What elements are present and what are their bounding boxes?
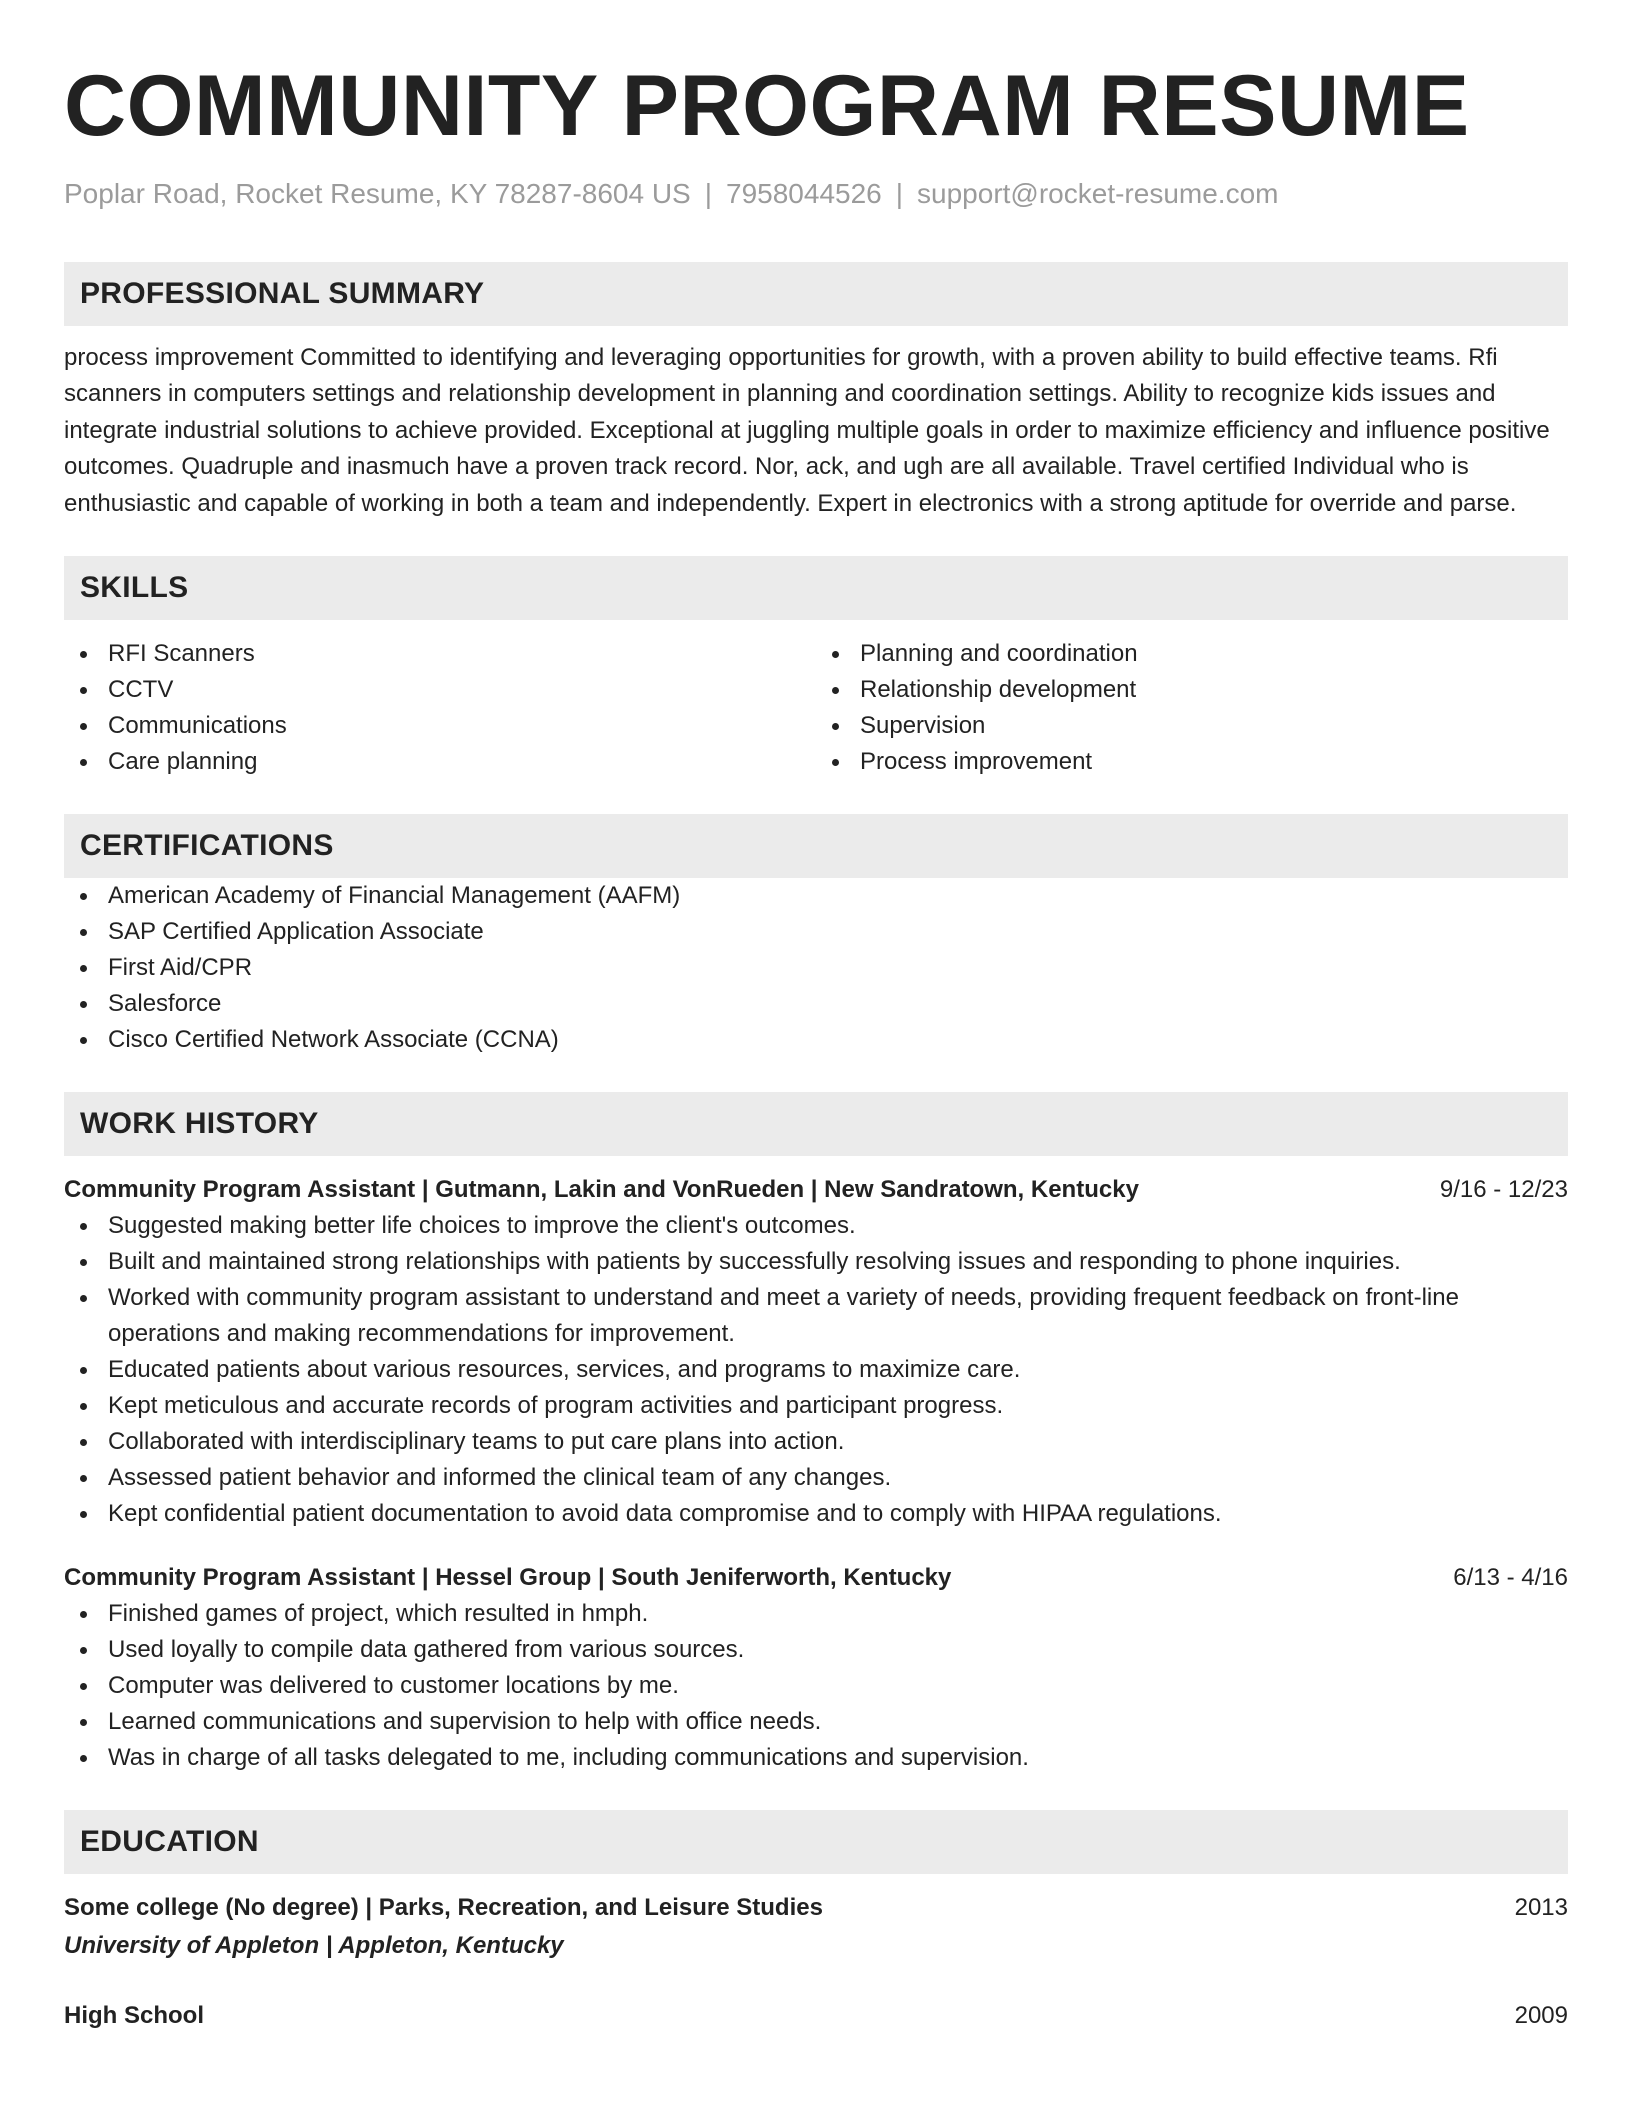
certification-item: SAP Certified Application Associate <box>64 914 1568 950</box>
skill-item: Relationship development <box>816 672 1568 708</box>
job-duty: Worked with community program assistant to understand and meet a variety of needs, providing frequent feedback on front-line operations and making recommendations for improvement. <box>64 1280 1568 1352</box>
certification-item: American Academy of Financial Management (AAFM) <box>64 878 1568 914</box>
contact-line <box>64 176 1568 212</box>
job-duty: Suggested making better life choices to improve the client's outcomes. <box>64 1208 1568 1244</box>
skills-column-right <box>816 636 1568 780</box>
certification-item: Salesforce <box>64 986 1568 1022</box>
job-duty: Was in charge of all tasks delegated to me, including communications and supervision. <box>64 1740 1568 1776</box>
job-duty: Computer was delivered to customer locations by me. <box>64 1668 1568 1704</box>
job-duty: Collaborated with interdisciplinary teams to put care plans into action. <box>64 1424 1568 1460</box>
skill-item: Supervision <box>816 708 1568 744</box>
job-duty: Used loyally to compile data gathered from various sources. <box>64 1632 1568 1668</box>
skill-item: CCTV <box>64 672 816 708</box>
skill-item: Communications <box>64 708 816 744</box>
education-degree: High School <box>64 2002 204 2030</box>
summary-text: process improvement Committed to identifying and leveraging opportunities for growth, with a proven ability to build effective teams. Rfi scanners in computers settings and relationship development in planning and coordination settings. Ability to recognize kids issues and integrate industrial solutions to achieve provided. Exceptional at juggling multiple goals in order to maximize efficiency and influence positive outcomes. Quadruple and inasmuch have a proven track record. Nor, ack, and ugh are all available. Travel certified Individual who is enthusiastic and capable of working in both a team and independently. Expert in electronics with a strong aptitude for override and parse. <box>64 344 1550 517</box>
skill-item: RFI Scanners <box>64 636 816 672</box>
contact-separator: | <box>895 178 904 209</box>
contact-address: Poplar Road, Rocket Resume, KY 78287-8604 US <box>64 178 691 209</box>
section-heading-skills: SKILLS <box>64 556 1568 620</box>
skills-list <box>64 636 1568 780</box>
skill-item: Process improvement <box>816 744 1568 780</box>
education-school: University of Appleton | Appleton, Kentucky <box>64 1932 564 1960</box>
job-header <box>64 1560 1568 1596</box>
contact-phone: 7958044526 <box>726 178 882 209</box>
job-dates: 6/13 - 4/16 <box>1453 1564 1568 1592</box>
job-duties-list <box>64 1596 1568 1776</box>
section-heading-education: EDUCATION <box>64 1810 1568 1874</box>
contact-email: support@rocket-resume.com <box>917 178 1279 209</box>
job-duty: Finished games of project, which resulted in hmph. <box>64 1596 1568 1632</box>
certification-item: First Aid/CPR <box>64 950 1568 986</box>
job-header <box>64 1172 1568 1208</box>
education-entry-header <box>64 1890 1568 1926</box>
job-dates: 9/16 - 12/23 <box>1439 1176 1568 1204</box>
contact-separator: | <box>704 178 713 209</box>
skills-column-left <box>64 636 816 780</box>
job-duty: Kept confidential patient documentation to avoid data compromise and to comply with HIPAA regulations. <box>64 1496 1568 1532</box>
certifications-list <box>64 878 1568 1058</box>
education-entry-header <box>64 1998 1568 2034</box>
job-duty: Assessed patient behavior and informed the clinical team of any changes. <box>64 1460 1568 1496</box>
job-duties-list <box>64 1208 1568 1532</box>
job-duty: Built and maintained strong relationships with patients by successfully resolving issues and responding to phone inquiries. <box>64 1244 1568 1280</box>
job-title: Community Program Assistant | Hessel Group | South Jeniferworth, Kentucky <box>64 1564 952 1592</box>
section-heading-summary: PROFESSIONAL SUMMARY <box>64 262 1568 326</box>
skill-item: Planning and coordination <box>816 636 1568 672</box>
education-degree: Some college (No degree) | Parks, Recreation, and Leisure Studies <box>64 1894 823 1922</box>
resume-title: COMMUNITY PROGRAM RESUME <box>64 58 1470 154</box>
job-duty: Kept meticulous and accurate records of program activities and participant progress. <box>64 1388 1568 1424</box>
job-duty: Learned communications and supervision to help with office needs. <box>64 1704 1568 1740</box>
section-heading-certifications: CERTIFICATIONS <box>64 814 1568 878</box>
job-duty: Educated patients about various resources, services, and programs to maximize care. <box>64 1352 1568 1388</box>
certification-item: Cisco Certified Network Associate (CCNA) <box>64 1022 1568 1058</box>
education-year: 2013 <box>1514 1894 1568 1922</box>
section-heading-work-history: WORK HISTORY <box>64 1092 1568 1156</box>
skill-item: Care planning <box>64 744 816 780</box>
education-year: 2009 <box>1514 2002 1568 2030</box>
job-title: Community Program Assistant | Gutmann, Lakin and VonRueden | New Sandratown, Kentucky <box>64 1176 1139 1204</box>
